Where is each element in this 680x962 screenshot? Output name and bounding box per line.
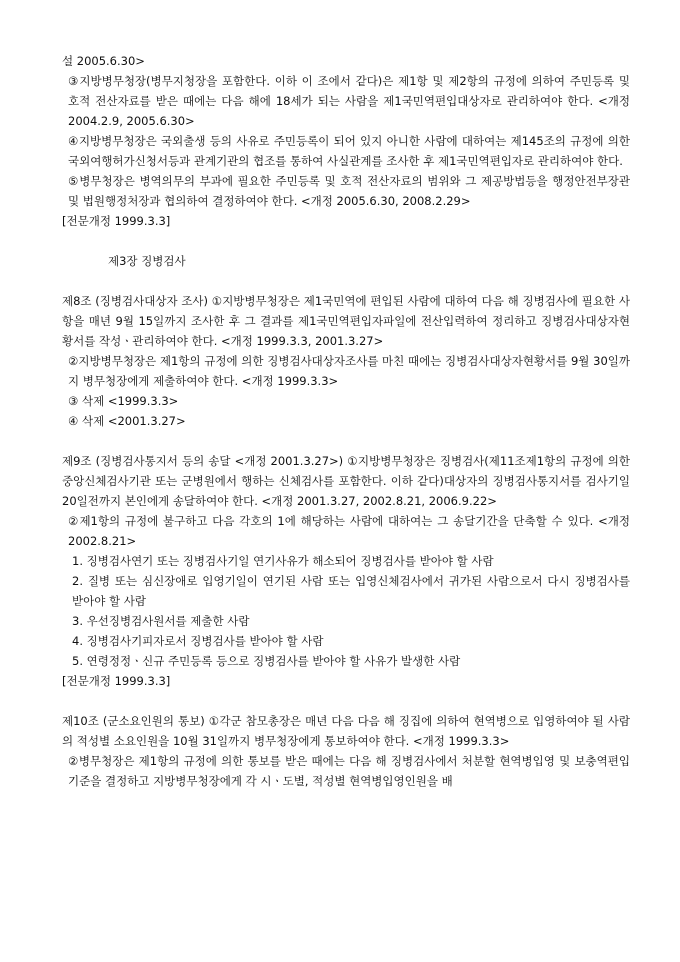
spacer [62, 271, 630, 291]
article-9-paragraph-1: 제9조 (징병검사통지서 등의 송달 <개정 2001.3.27>) ①지방병무청장은 징병검사(제11조제1항의 규정에 의한 중앙신체검사기관 또는 군병원에서 행하는 신체검사를 포함한다. 이하 같다)대상자의 징병검사통지서를 검사기일 20일전까지 본인에게 송달하여야 한다. <개정 2001.3.27, 2002.8.21, 2006.9.22> [62, 454, 630, 508]
article-7-tail: 설 2005.6.30> [62, 54, 145, 68]
article-8-paragraph-3: ③ 삭제 <1999.3.3> [68, 394, 179, 408]
article-10-paragraph-2: ②병무청장은 제1항의 규정에 의한 통보를 받은 때에는 다음 해 징병검사에서 처분할 현역병입영 및 보충역편입기준을 결정하고 지방병무청장에게 각 시ㆍ도별, 적성별 현역병입영인원을 배 [68, 754, 630, 788]
article-7-revision-note: [전문개정 1999.3.3] [62, 214, 171, 228]
article-9-paragraph-2: ②제1항의 규정에 불구하고 다음 각호의 1에 해당하는 사람에 대하여는 그 송달기간을 단축할 수 있다. <개정 2002.8.21> [68, 514, 630, 548]
chapter-title: 제3장 징병검사 [108, 254, 186, 268]
document-page [62, 51, 630, 791]
article-9-item: 4. 징병검사기피자로서 징병검사를 받아야 할 사람 [72, 634, 324, 648]
article-8-paragraph-4: ④ 삭제 <2001.3.27> [68, 414, 186, 428]
article-7-paragraph-5: ⑤병무청장은 병역의무의 부과에 필요한 주민등록 및 호적 전산자료의 범위와 그 제공방법등을 행정안전부장관 및 법원행정처장과 협의하여 결정하여야 한다. <개정 2005.6.30, 2008.2.29> [68, 174, 630, 208]
article-10-paragraph-1: 제10조 (군소요인원의 통보) ①각군 참모총장은 매년 다음 다음 해 징집에 의하여 현역병으로 입영하여야 될 사람의 적성별 소요인원을 10월 31일까지 병무청장에게 통보하여야 한다. <개정 1999.3.3> [62, 714, 630, 748]
article-9-item: 3. 우선징병검사원서를 제출한 사람 [72, 614, 250, 628]
article-7-paragraph-4: ④지방병무청장은 국외출생 등의 사유로 주민등록이 되어 있지 아니한 사람에 대하여는 제145조의 규정에 의한 국외여행허가신청서등과 관계기관의 협조를 통하여 사실관계를 조사한 후 제1국민역편입자로 관리하여야 한다. [68, 134, 630, 168]
article-8-paragraph-1: 제8조 (징병검사대상자 조사) ①지방병무청장은 제1국민역에 편입된 사람에 대하여 다음 해 징병검사에 필요한 사항을 매년 9월 15일까지 조사한 후 그 결과를 제1국민역편입자파일에 전산입력하여 정리하고 징병검사대상자현황서를 작성ㆍ관리하여야 한다. <개정 1999.3.3, 2001.3.27> [62, 294, 630, 348]
article-8-paragraph-2: ②지방병무청장은 제1항의 규정에 의한 징병검사대상자조사를 마친 때에는 징병검사대상자현황서를 9월 30일까지 병무청장에게 제출하여야 한다. <개정 1999.3.3> [68, 354, 630, 388]
spacer [62, 691, 630, 711]
article-9-item: 5. 연령정정ㆍ신규 주민등록 등으로 징병검사를 받아야 할 사유가 발생한 사람 [72, 654, 461, 668]
article-9-revision-note: [전문개정 1999.3.3] [62, 674, 171, 688]
article-9-item: 1. 징병검사연기 또는 징병검사기일 연기사유가 해소되어 징병검사를 받아야 할 사람 [72, 554, 494, 568]
article-9-item: 2. 질병 또는 심신장애로 입영기일이 연기된 사람 또는 입영신체검사에서 귀가된 사람으로서 다시 징병검사를 받아야 할 사람 [72, 574, 630, 608]
spacer [62, 431, 630, 451]
spacer [62, 231, 630, 251]
article-7-paragraph-3: ③지방병무청장(병무지청장을 포함한다. 이하 이 조에서 같다)은 제1항 및 제2항의 규정에 의하여 주민등록 및 호적 전산자료를 받은 때에는 다음 해에 18세가 되는 사람을 제1국민역편입대상자로 관리하여야 한다. <개정 2004.2.9, 2005.6.30> [68, 74, 630, 128]
